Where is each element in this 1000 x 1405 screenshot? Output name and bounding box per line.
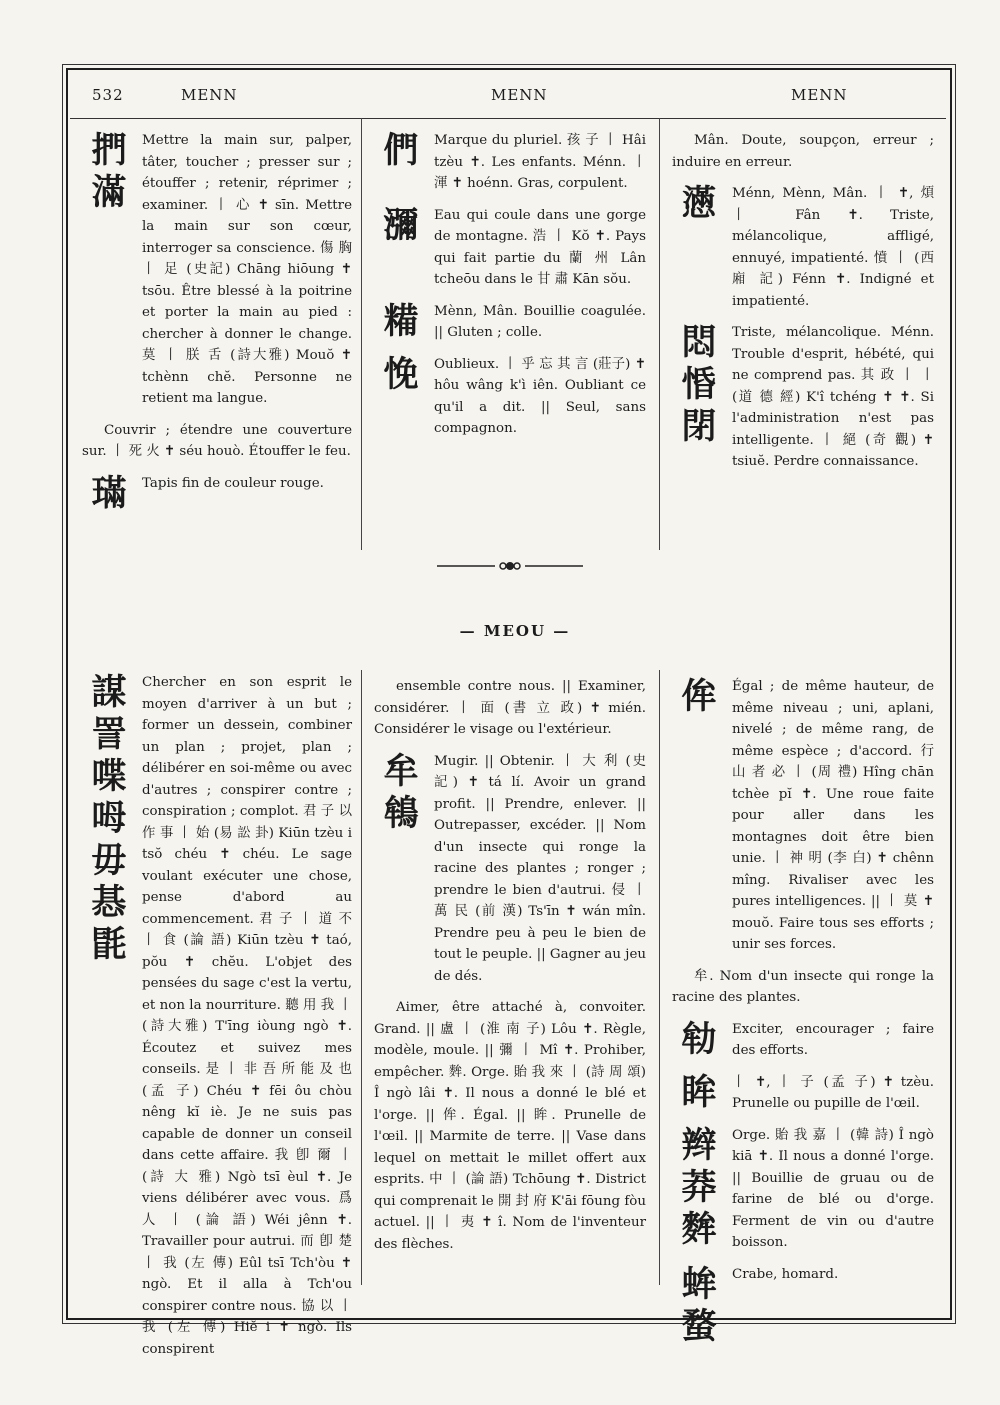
headword-characters (672, 676, 726, 718)
section-ornament (435, 556, 585, 576)
page-number: 532 (92, 86, 124, 104)
headword-characters (374, 354, 428, 396)
page-header (66, 80, 950, 110)
dictionary-entry (672, 676, 934, 956)
headword-characters (672, 183, 726, 225)
definition-text: Mân. Doute, soupçon, erreur ; induire en erreur. (672, 133, 934, 170)
top-column-1 (82, 130, 352, 525)
dictionary-entry (82, 672, 352, 1360)
bottom-column-2 (374, 676, 646, 1265)
bottom-column-1 (82, 672, 352, 1370)
headword-characters (374, 205, 428, 247)
top-column-2 (374, 130, 646, 450)
header-rule (70, 118, 946, 119)
definition-text: Ménn, Mènn, Mân. 丨 ✝, 煩 丨 Fân ✝. Triste, mélancolique, affligé, ennuyé, impatienté. 憤 丨 (西 廂 記) Fénn ✝. Indigné et impatienté. (732, 186, 934, 309)
headword-char: 喋 (91, 757, 127, 797)
definition-text: Orge. 貽 我 嘉 丨 (韓 詩) Î ngò kiā ✝. Il nous a donné l'orge. || Bouillie de gruau ou de farine de blé ou d'orge. Ferment de vin ou d'autre boisson. (732, 1127, 934, 1250)
dictionary-entry (374, 354, 646, 440)
running-head-center: MENN (491, 86, 548, 104)
headword-char: 悗 (383, 354, 419, 395)
dictionary-entry (374, 997, 646, 1255)
headword-char: 糒 (383, 301, 419, 342)
headword-char: 鴾 (383, 793, 419, 834)
dictionary-entry (374, 205, 646, 291)
headword-char: 劺 (681, 1019, 717, 1060)
definition-text: Eau qui coule dans une gorge de montagne. 浩 丨 Kŏ ✝. Pays qui fait partie du 蘭 州 Lân tcheōu dans le 甘 肅 Kān sŏu. (434, 207, 646, 287)
definition-text: Couvrir ; étendre une couverture sur. 丨 死 火 ✝ séu houò. Étouffer le feu. (82, 422, 352, 459)
headword-char: 毷 (91, 925, 127, 965)
dictionary-entry (672, 1264, 934, 1348)
headword-char: 謀 (91, 673, 127, 713)
dictionary-entry (374, 301, 646, 344)
headword-characters (82, 473, 136, 515)
headword-characters (374, 751, 428, 835)
headword-char: 璊 (91, 473, 127, 514)
definition-text: Exciter, encourager ; faire des efforts. (732, 1021, 934, 1058)
headword-characters (374, 301, 428, 343)
column-rule (659, 118, 660, 550)
headword-char: 毋 (91, 841, 127, 881)
headword-char: 麰 (681, 1209, 717, 1250)
headword-char: 們 (383, 131, 419, 171)
dictionary-entry (672, 322, 934, 473)
headword-char: 辫 (681, 1125, 717, 1166)
headword-characters (374, 130, 428, 172)
column-rule (659, 670, 660, 1285)
dictionary-entry (374, 751, 646, 988)
definition-text: Mettre la main sur, palper, tâter, toucher ; presser sur ; étouffer ; retenir, réprimer ; examiner. 丨 心 ✝ sīn. Mettre la main sur son cœur, interroger sa conscience. 傷 胸 丨 足 (史記) Chāng hiōung ✝ tsōu. Être blessé à la poitrine et porter la main au pied : chercher à donner le change. 莫 丨 朕 舌 (詩大雅) Mouŏ ✝ tchènn chĕ. Personne ne retient ma langue. (142, 133, 352, 406)
dictionary-entry (672, 1072, 934, 1115)
definition-text: Chercher en son esprit le moyen d'arriver à un but ; former un dessein, combiner un plan ; projet, plan ; délibérer en soi-même ou avec d'autres ; conspirer contre ; conspiration ; complot. 君 子 以 作 事 丨 始 (易 訟 卦) Kiūn tzèu i tsŏ chéu ✝ chéu. Le sage voulant exécuter une chose, pense d'abord au commencement. 君 子 丨 道 不 丨 食 (論 語) Kiūn tzèu ✝ taó, pŏu ✝ chĕu. L'objet des pensées du sage c'est la vertu, et non la nourriture. 聽 用 我 丨 (詩大雅) T'īng iòung ngò ✝. Écoutez et suivez mes conseils. 是 丨 非 吾 所 能 及 也 (孟 子) Chéu ✝ fēi ôu chòu nêng kĭ iè. Je ne suis pas capable de donner un conseil dans cette affaire. 我 卽 爾 丨 (詩 大 雅) Ngò tsī èul ✝. Je viens délibérer avec vous. 爲 人 丨 (論 語) Wéi jênn ✝. Travailler pour autrui. 而 卽 楚 丨 我 (左 傳) Eûl tsī Tch'òu ✝ ngò. Et il alla à Tch'ou conspirer contre nous. 協 以 丨 我 (左 傳) Hiĕ i ✝ ngò. Ils conspirent (142, 675, 352, 1357)
dictionary-entry (672, 966, 934, 1009)
definition-text: ensemble contre nous. || Examiner, considérer. 丨 面 (書 立 政) ✝ mién. Considérer le visage ou l'extérieur. (374, 679, 646, 737)
top-column-3 (672, 130, 934, 483)
running-head-left: MENN (181, 86, 238, 104)
headword-char: 懣 (681, 184, 717, 224)
running-head-right: MENN (791, 86, 848, 104)
headword-characters (672, 1264, 726, 1348)
definition-text: Mènn, Mân. Bouillie coagulée. || Gluten ; colle. (434, 303, 646, 340)
dictionary-entry (672, 130, 934, 173)
dictionary-entry (672, 1019, 934, 1062)
dictionary-entry (672, 1125, 934, 1254)
headword-char: 侔 (681, 677, 717, 717)
definition-text: Mugir. || Obtenir. 丨 大 利 (史 記) ✝ tá lí. Avoir un grand profit. || Prendre, enlever. || Outrepasser, excéder. || Nom d'un insecte qui ronge la racine des plantes ; ronger ; prendre le bien d'autrui. 侵 丨 萬 民 (前 漢) Ts'īn ✝ wán mîn. Prendre peu à peu le bien de tout le peuple. || Gagner au jeu de dés. (434, 753, 646, 984)
headword-characters (672, 1125, 726, 1251)
headword-characters (672, 1019, 726, 1061)
definition-text: Oublieux. 丨 乎 忘 其 言 (莊子) ✝ hôu wâng k'ì iên. Oubliant ce qu'il a dit. || Seul, sans compagnon. (434, 356, 646, 436)
headword-char: 蝥 (681, 1306, 717, 1347)
dictionary-entry (82, 130, 352, 410)
headword-char: 閉 (681, 407, 717, 447)
dictionary-entry (672, 183, 934, 312)
headword-characters (82, 672, 136, 966)
definition-text: Triste, mélancolique. Ménn. Trouble d'esprit, hébété, qui ne comprend pas. 其 政 丨 丨 (道 德 經) K'î tchéng ✝ ✝. Si l'administration n'est pas intelligente. 丨 絕 (奇 觀) ✝ tsiuĕ. Perdre connaissance. (732, 325, 934, 469)
definition-text: Marque du pluriel. 孩 子 丨 Hâi tzèu ✝. Les enfants. Ménn. 丨 渾 ✝ hoénn. Gras, corpulent. (434, 133, 646, 191)
dictionary-entry (82, 473, 352, 515)
definition-text: Tapis fin de couleur rouge. (142, 475, 324, 491)
headword-char: 悶 (681, 323, 717, 363)
definition-text: 丨 ✝, 丨 子 (孟 子) ✝ tzèu. Prunelle ou pupille de l'œil. (732, 1074, 934, 1111)
headword-char: 蛑 (681, 1264, 717, 1305)
column-rule (361, 670, 362, 1285)
section-title: — MEOU — (459, 622, 571, 640)
headword-char: 眸 (681, 1072, 717, 1113)
headword-char: 惛 (681, 365, 717, 405)
dictionary-entry (374, 130, 646, 195)
headword-char: 瀰 (383, 205, 419, 246)
definition-text: Aimer, être attaché à, convoiter. Grand. || 盧 丨 (淮 南 子) Lôu ✝. Règle, modèle, moule. || 彌 丨 Mî ✝. Prohiber, empêcher. 麰. Orge. 貽 我 來 丨 (詩 周 頌) Î ngò lâi ✝. Il nous a donné le blé et l'orge. || 侔. Égal. || 眸. Prunelle de l'œil. || Marmite de terre. || Vase dans lequel on mettait le millet offert aux esprits. 中 丨 (論 語) Tchōung ✝. District qui comprenait le 開 封 府 K'āi fōung fòu actuel. || 丨 夷 ✝ î. Nom de l'inventeur des flèches. (374, 1000, 646, 1252)
definition-text: 牟. Nom d'un insecte qui ronge la racine des plantes. (672, 968, 934, 1005)
headword-char: 詈 (91, 715, 127, 755)
headword-char: 捫 (91, 131, 127, 171)
headword-char: 滿 (91, 173, 127, 213)
definition-text: Crabe, homard. (732, 1266, 839, 1282)
headword-char: 惎 (91, 883, 127, 923)
headword-characters (672, 322, 726, 448)
column-rule (361, 118, 362, 550)
headword-characters (82, 130, 136, 214)
dictionary-entry (374, 676, 646, 741)
headword-characters (672, 1072, 726, 1114)
dictionary-entry (82, 420, 352, 463)
headword-char: 呣 (91, 799, 127, 839)
bottom-column-3 (672, 676, 934, 1358)
headword-char: 牟 (383, 751, 419, 792)
definition-text: Égal ; de même hauteur, de même niveau ; uni, aplani, nivelé ; de même rang, de même espèce ; d'accord. 行 山 者 必 丨 (周 禮) Hîng chān tchèe pĭ ✝. Une roue faite pour aller dans les montagnes doit être bien unie. 丨 神 明 (李 白) ✝ chênn mîng. Rivaliser avec les pures intelligences. || 丨 莫 ✝ mouŏ. Faire tous ses efforts ; unir ses forces. (732, 679, 934, 952)
headword-char: 莽 (681, 1167, 717, 1208)
